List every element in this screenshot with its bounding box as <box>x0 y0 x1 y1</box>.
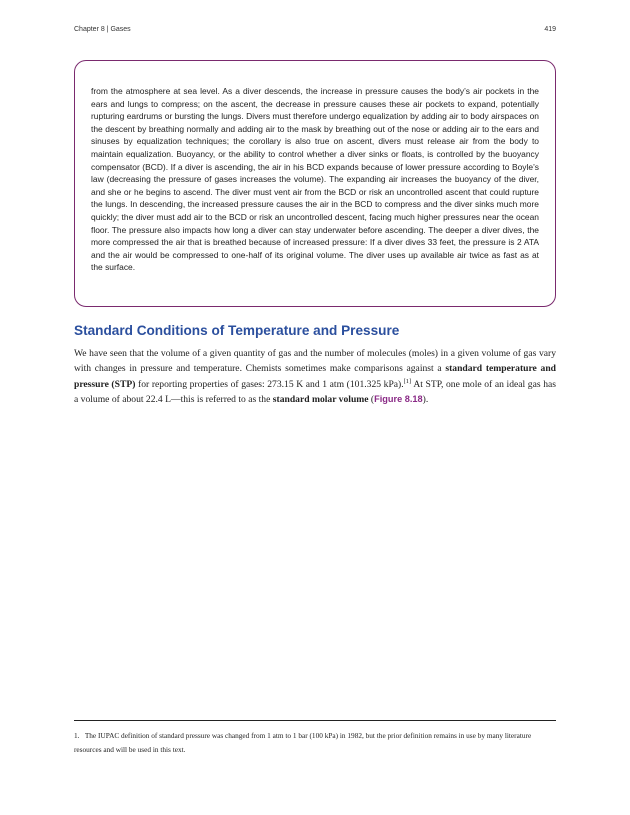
footnote-reference[interactable]: [1] <box>403 377 412 385</box>
paragraph-text-5: ). <box>422 393 429 405</box>
body-paragraph <box>74 346 556 407</box>
feature-box <box>74 60 556 307</box>
footnote-divider <box>74 720 556 721</box>
footnote-text: The IUPAC definition of standard pressure was changed from 1 atm to 1 bar (100 kPa) in 1982, but the prior definition remains in use by many literature resources and will be used in this text. <box>74 731 532 754</box>
chapter-title: Chapter 8 | Gases <box>74 26 131 33</box>
paragraph-text-2: for reporting properties of gases: 273.15 K and 1 atm (101.325 kPa). <box>135 378 404 390</box>
paragraph-text-3: At STP, one mole of an ideal gas has a volume of about 22.4 L—this is referred to as the <box>74 378 556 405</box>
figure-link[interactable]: Figure 8.18 <box>374 393 423 404</box>
section-heading: Standard Conditions of Temperature and Pressure <box>74 323 400 338</box>
footnote <box>74 729 556 756</box>
running-header <box>74 26 556 38</box>
paragraph-text-4: ( <box>368 393 375 405</box>
footnote-number: 1. <box>74 731 80 740</box>
feature-box-text: from the atmosphere at sea level. As a diver descends, the increase in pressure causes the body’s air pockets in the ears and lungs to compress; on the ascent, the decrease in pressure causes these air pockets to expand, potentially rupturing eardrums or bursting the lungs. Divers must therefore undergo equalization by adding air to body airspaces on the descent by breathing normally and adding air to the mask by breathing out of the nose or adding air to the ears and sinuses by equalization techniques; the corollary is also true on ascent, divers must release air from the body to maintain equalization. Buoyancy, or the ability to control whether a diver sinks or floats, is controlled by the buoyancy compensator (BCD). If a diver is ascending, the air in his BCD expands because of lower pressure according to Boyle’s law (decreasing the pressure of gases increases the volume). The expanding air increases the buoyancy of the diver, and she or he begins to ascend. The diver must vent air from the BCD or risk an uncontrolled ascent that could rupture the lungs. In descending, the increased pressure causes the air in the BCD to compress and the diver sinks much more quickly; the diver must add air to the BCD or risk an uncontrolled descent, facing much higher pressures near the ocean floor. The pressure also impacts how long a diver can stay underwater before ascending. The deeper a diver dives, the more compressed the air that is breathed because of increased pressure: If a diver dives 33 feet, the pressure is 2 ATA and the air would be compressed to one-half of its original volume. The diver uses up available air twice as fast as at the surface. <box>91 86 539 273</box>
term-stp: standard temperature and pressure (STP) <box>74 363 556 390</box>
term-standard-molar-volume: standard molar volume <box>272 393 369 405</box>
paragraph-text-1: We have seen that the volume of a given quantity of gas and the number of molecules (moles) in a given volume of gas vary with changes in pressure and temperature. Chemists sometimes make comparisons against a <box>74 348 556 375</box>
page-number: 419 <box>544 26 556 33</box>
